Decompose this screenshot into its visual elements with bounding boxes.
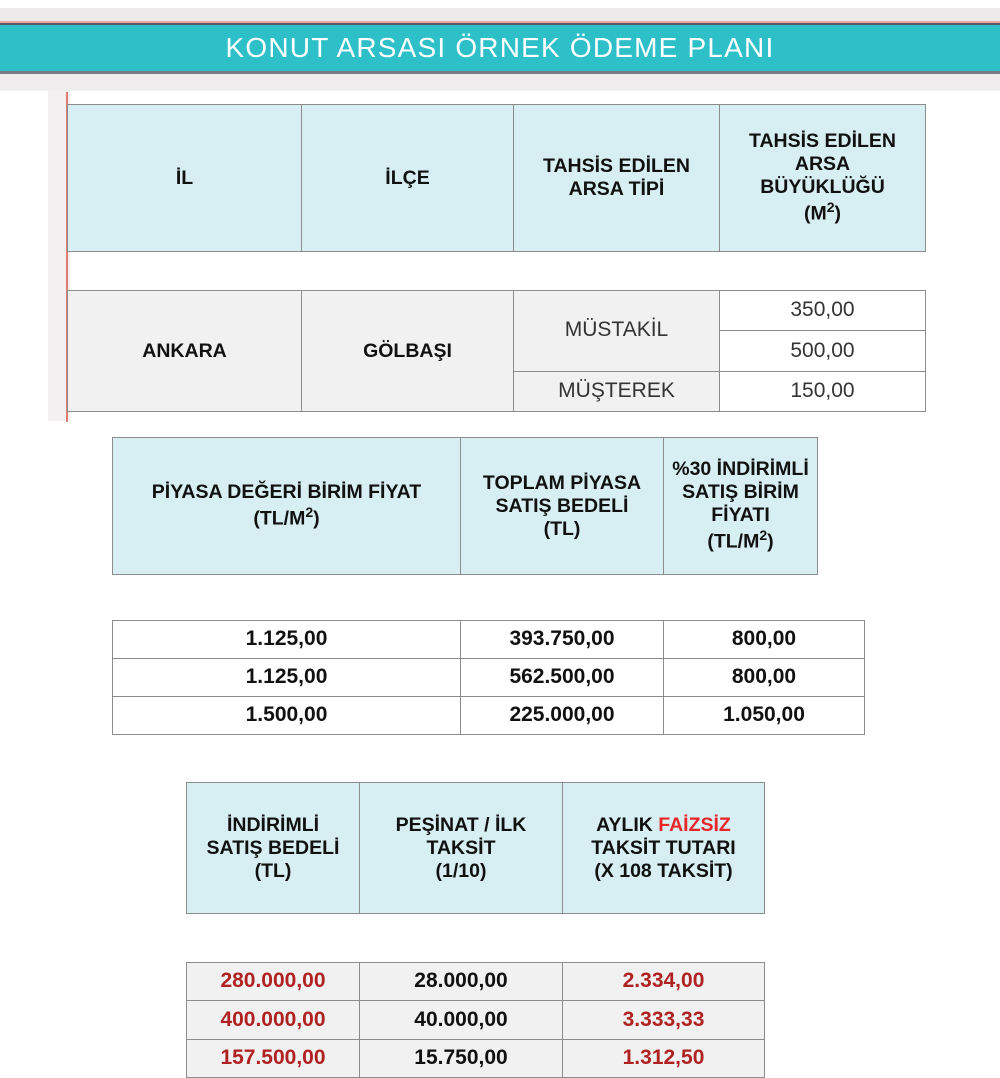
- col-header-arsa-buyuklugu: [720, 105, 926, 252]
- page-title: KONUT ARSASI ÖRNEK ÖDEME PLANI: [225, 32, 775, 63]
- col-header-buyukluk-line4: [724, 199, 921, 226]
- col-header-aylik-line3: (X 108 TAKSİT): [594, 859, 733, 882]
- col-header-aylik-line1: [567, 814, 760, 837]
- col-header-il-label: İL: [175, 166, 194, 189]
- col-header-arsa-tipi: [514, 105, 720, 252]
- table-row: [187, 1001, 765, 1039]
- col-header-il: [68, 105, 302, 252]
- col-header-arsa-tipi-line1: TAHSİS EDİLEN: [543, 155, 690, 177]
- col-header-ilce: [302, 105, 514, 252]
- col-header-pesinat-line1: PEŞİNAT / İLK: [395, 813, 527, 836]
- table-row: [187, 1039, 765, 1077]
- price-data-table: [112, 620, 865, 735]
- col-header-ind-bedel-line2: SATIŞ BEDELİ: [206, 836, 340, 859]
- location-data-table: [67, 290, 926, 412]
- col-header-ind-bedel-line3: (TL): [254, 859, 292, 882]
- col-header-aylik-line2: TAKSİT TUTARI: [591, 836, 736, 859]
- cell-aylik-taksit-1: 2.334,00: [563, 963, 765, 1001]
- cell-aylik-taksit-2: 3.333,33: [563, 1001, 765, 1039]
- col-header-toplam-line1: TOPLAM PİYASA: [482, 471, 642, 494]
- cell-birim-fiyat-3: 1.500,00: [113, 697, 461, 735]
- cell-arsa-tipi-musterek: MÜŞTEREK: [514, 371, 720, 411]
- installment-header-table: [186, 782, 765, 914]
- cell-arsa-tipi-mustakil: MÜSTAKİL: [514, 291, 720, 372]
- cell-pesinat-1: 28.000,00: [360, 963, 563, 1001]
- cell-arsa-boyut-3: 150,00: [720, 371, 926, 411]
- location-header-table: [67, 104, 926, 252]
- cell-ilce-value: GÖLBAŞI: [302, 291, 514, 412]
- col-header-piyasa-line2: [117, 504, 456, 531]
- cell-pesinat-2: 40.000,00: [360, 1001, 563, 1039]
- cell-pesinat-3: 15.750,00: [360, 1039, 563, 1077]
- cell-toplam-bedel-3: 225.000,00: [461, 697, 664, 735]
- col-header-buyukluk-line1: TAHSİS EDİLEN: [749, 130, 896, 153]
- faizsiz-accent-label: FAİZSİZ: [658, 813, 731, 836]
- unit-suffix: ): [767, 530, 774, 553]
- col-header-indirimli-line1: %30 İNDİRİMLİ: [672, 458, 809, 481]
- col-header-buyukluk-line2: ARSA: [794, 153, 851, 176]
- cell-aylik-taksit-3: 1.312,50: [563, 1039, 765, 1077]
- col-header-indirimli-satis-bedeli: [187, 783, 360, 914]
- unit-superscript: 2: [759, 527, 768, 544]
- unit-superscript: 2: [305, 504, 314, 521]
- col-header-aylik-faizsiz-taksit: [563, 783, 765, 914]
- cell-indirimli-bedel-3: 157.500,00: [187, 1039, 360, 1077]
- col-header-indirimli-line4: [668, 527, 813, 554]
- col-header-piyasa-birim-fiyat: [113, 438, 461, 575]
- table-row: [187, 783, 765, 914]
- table-row: [113, 621, 865, 659]
- col-header-pesinat-line2: TAKSİT: [426, 836, 496, 859]
- col-header-indirimli-satis-birim-fiyati: [664, 438, 818, 575]
- cell-birim-fiyat-2: 1.125,00: [113, 659, 461, 697]
- top-gray-strip: [0, 8, 1000, 21]
- col-header-toplam-line3: (TL): [543, 517, 581, 540]
- unit-prefix: (M: [803, 202, 827, 225]
- cell-toplam-bedel-1: 393.750,00: [461, 621, 664, 659]
- cell-birim-fiyat-1: 1.125,00: [113, 621, 461, 659]
- unit-prefix: (TL/M: [253, 507, 306, 530]
- unit-superscript: 2: [826, 199, 835, 216]
- col-header-indirimli-line2: SATIŞ BİRİM: [682, 481, 799, 504]
- table-row: [187, 963, 765, 1001]
- col-header-pesinat-ilk-taksit: [360, 783, 563, 914]
- price-header-table: [112, 437, 818, 575]
- unit-prefix: (TL/M: [707, 530, 760, 553]
- cell-indirimli-bedel-1: 280.000,00: [187, 963, 360, 1001]
- cell-indirimli-bedel-2: 400.000,00: [187, 1001, 360, 1039]
- cell-indirimli-birim-2: 800,00: [664, 659, 865, 697]
- unit-suffix: ): [834, 202, 842, 225]
- table-row: [113, 697, 865, 735]
- unit-suffix: ): [313, 507, 320, 530]
- cell-arsa-boyut-2: 500,00: [720, 331, 926, 371]
- col-header-indirimli-line3: FİYATI: [711, 504, 770, 527]
- col-header-buyukluk-line3: BÜYÜKLÜĞÜ: [760, 176, 885, 199]
- table-row: [113, 438, 818, 575]
- top-white-strip: [0, 0, 1000, 8]
- aylik-prefix: AYLIK: [596, 813, 659, 836]
- col-header-arsa-tipi-line2: ARSA TİPİ: [568, 178, 665, 200]
- cell-il-value: ANKARA: [68, 291, 302, 412]
- below-banner-strip: [0, 74, 1000, 91]
- col-header-pesinat-line3: (1/10): [435, 859, 487, 882]
- cell-indirimli-birim-1: 800,00: [664, 621, 865, 659]
- col-header-ind-bedel-line1: İNDİRİMLİ: [226, 813, 320, 836]
- col-header-piyasa-line1: PİYASA DEĞERİ BİRİM FİYAT: [151, 481, 422, 504]
- cell-toplam-bedel-2: 562.500,00: [461, 659, 664, 697]
- col-header-ilce-label: İLÇE: [385, 166, 430, 189]
- cell-indirimli-birim-3: 1.050,00: [664, 697, 865, 735]
- table-row: [113, 659, 865, 697]
- title-banner: [0, 25, 1000, 71]
- installment-data-table: [186, 962, 765, 1078]
- table-row: [68, 291, 926, 331]
- table-row: [68, 105, 926, 252]
- col-header-toplam-piyasa-satis-bedeli: [461, 438, 664, 575]
- cell-arsa-boyut-1: 350,00: [720, 291, 926, 331]
- col-header-toplam-line2: SATIŞ BEDELİ: [495, 494, 629, 517]
